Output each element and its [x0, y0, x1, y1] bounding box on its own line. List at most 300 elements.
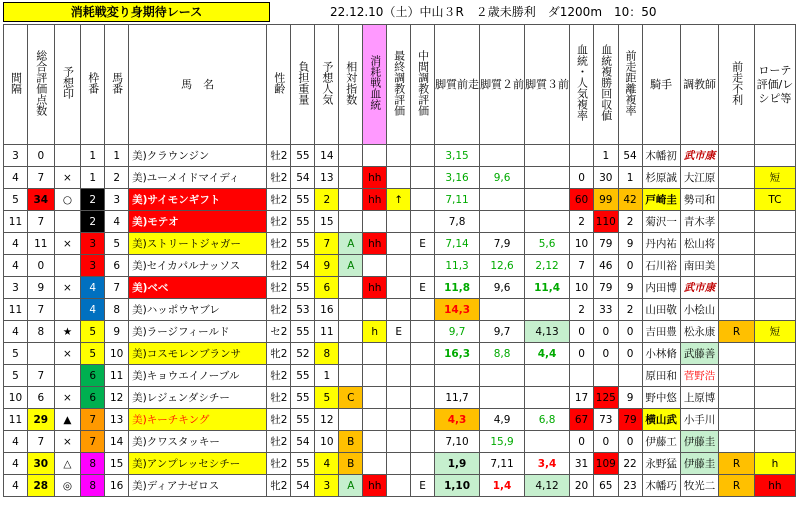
mid-training-cell — [411, 211, 435, 233]
style-prev3-cell — [525, 365, 570, 387]
waku-cell: 4 — [81, 277, 105, 299]
style-prev1-cell: 14,3 — [435, 299, 480, 321]
style-prev3-cell — [525, 167, 570, 189]
popularity-cell: 6 — [315, 277, 339, 299]
dist-rate-cell: 22 — [618, 453, 642, 475]
score-cell: 7 — [27, 365, 54, 387]
weight-cell: 55 — [291, 145, 315, 167]
sex-age-cell: 牡2 — [267, 189, 291, 211]
style-prev1-cell: 1,10 — [435, 475, 480, 497]
blood-value-cell: 30 — [594, 167, 619, 189]
popularity-cell: 13 — [315, 167, 339, 189]
furi-cell: R — [719, 453, 755, 475]
trainer-cell: 上原博 — [680, 387, 718, 409]
style-prev3-cell — [525, 189, 570, 211]
horse-name-cell: 美)ユーメイドマイディ — [129, 167, 267, 189]
waku-cell: 5 — [81, 321, 105, 343]
dist-rate-cell: 9 — [618, 387, 642, 409]
horse-name-cell: 美)レジェンダシチー — [129, 387, 267, 409]
style-prev3-cell — [525, 431, 570, 453]
dist-rate-cell: 79 — [618, 409, 642, 431]
sex-age-cell: 牡2 — [267, 409, 291, 431]
blood-rate-cell: 0 — [570, 321, 594, 343]
style-prev3-cell — [525, 145, 570, 167]
weight-cell: 54 — [291, 431, 315, 453]
style-prev2-cell — [480, 211, 525, 233]
final-training-cell — [387, 233, 411, 255]
blood-value-cell: 109 — [594, 453, 619, 475]
relative-index-cell: B — [339, 453, 363, 475]
style-prev2-cell — [480, 387, 525, 409]
rote-cell — [754, 387, 795, 409]
blood-value-cell — [594, 365, 619, 387]
score-cell: 0 — [27, 255, 54, 277]
blood-cell: hh — [363, 277, 387, 299]
sex-age-cell: 牡2 — [267, 145, 291, 167]
rote-cell — [754, 409, 795, 431]
final-training-cell — [387, 409, 411, 431]
sex-age-cell: 牝2 — [267, 343, 291, 365]
header-rel: 相対指数 — [339, 25, 363, 145]
dist-rate-cell: 0 — [618, 431, 642, 453]
final-training-cell: E — [387, 321, 411, 343]
jockey-cell: 石川裕 — [642, 255, 680, 277]
table-row — [4, 343, 796, 365]
jockey-cell: 菊沢一 — [642, 211, 680, 233]
furi-cell — [719, 277, 755, 299]
mark-cell: × — [54, 431, 81, 453]
dist-rate-cell: 1 — [618, 167, 642, 189]
table-row — [4, 409, 796, 431]
waku-cell: 5 — [81, 343, 105, 365]
blood-rate-cell: 17 — [570, 387, 594, 409]
waku-cell: 1 — [81, 145, 105, 167]
style-prev2-cell: 15,9 — [480, 431, 525, 453]
horse-number-cell: 4 — [105, 211, 129, 233]
header-blood-rate: 血統・人気複率 — [570, 25, 594, 145]
trainer-cell: 武藤善 — [680, 343, 718, 365]
table-row — [4, 321, 796, 343]
mark-cell: × — [54, 233, 81, 255]
horse-number-cell: 10 — [105, 343, 129, 365]
blood-rate-cell: 2 — [570, 299, 594, 321]
style-prev1-cell — [435, 365, 480, 387]
horse-name-cell: 美)キョウエイノーブル — [129, 365, 267, 387]
mid-training-cell — [411, 145, 435, 167]
score-cell: 0 — [27, 145, 54, 167]
relative-index-cell — [339, 343, 363, 365]
popularity-cell: 12 — [315, 409, 339, 431]
style-prev2-cell — [480, 145, 525, 167]
interval-cell: 11 — [4, 409, 28, 431]
furi-cell — [719, 145, 755, 167]
header-final: 最終調教評価 — [387, 25, 411, 145]
horse-name-cell: 美)キーチキング — [129, 409, 267, 431]
mid-training-cell — [411, 365, 435, 387]
blood-rate-cell: 7 — [570, 255, 594, 277]
popularity-cell: 5 — [315, 387, 339, 409]
trainer-cell: 青木孝 — [680, 211, 718, 233]
blood-rate-cell: 10 — [570, 233, 594, 255]
style-prev3-cell: 4,4 — [525, 343, 570, 365]
style-prev1-cell: 7,14 — [435, 233, 480, 255]
mark-cell — [54, 255, 81, 277]
style-prev3-cell — [525, 387, 570, 409]
score-cell: 30 — [27, 453, 54, 475]
waku-cell: 8 — [81, 453, 105, 475]
race-info: 22.12.10（土）中山３R ２歳未勝利 ダ1200m 10：50 — [330, 5, 657, 19]
blood-rate-cell: 0 — [570, 167, 594, 189]
furi-cell: R — [719, 475, 755, 497]
weight-cell: 52 — [291, 343, 315, 365]
blood-value-cell: 46 — [594, 255, 619, 277]
weight-cell: 55 — [291, 189, 315, 211]
final-training-cell — [387, 277, 411, 299]
weight-cell: 55 — [291, 365, 315, 387]
header-sex: 性齢 — [267, 25, 291, 145]
table-row — [4, 145, 796, 167]
jockey-cell: 木幡巧 — [642, 475, 680, 497]
furi-cell — [719, 387, 755, 409]
mid-training-cell — [411, 167, 435, 189]
blood-value-cell: 73 — [594, 409, 619, 431]
blood-value-cell: 0 — [594, 431, 619, 453]
popularity-cell: 15 — [315, 211, 339, 233]
score-cell: 29 — [27, 409, 54, 431]
score-cell: 7 — [27, 299, 54, 321]
jockey-cell: 吉田豊 — [642, 321, 680, 343]
blood-value-cell: 110 — [594, 211, 619, 233]
interval-cell: 10 — [4, 387, 28, 409]
score-cell: 9 — [27, 277, 54, 299]
blood-rate-cell: 10 — [570, 277, 594, 299]
header-style3: 脚質３前 — [525, 25, 570, 145]
mark-cell: × — [54, 277, 81, 299]
furi-cell — [719, 189, 755, 211]
style-prev1-cell: 16,3 — [435, 343, 480, 365]
blood-rate-cell: 31 — [570, 453, 594, 475]
header-mark: 予想印 — [54, 25, 81, 145]
sex-age-cell: 牡2 — [267, 255, 291, 277]
final-training-cell — [387, 167, 411, 189]
dist-rate-cell: 0 — [618, 343, 642, 365]
horse-number-cell: 11 — [105, 365, 129, 387]
style-prev2-cell: 8,8 — [480, 343, 525, 365]
weight-cell: 55 — [291, 233, 315, 255]
horse-name-cell: 美)サイモンギフト — [129, 189, 267, 211]
header-waku: 枠番 — [81, 25, 105, 145]
style-prev1-cell: 9,7 — [435, 321, 480, 343]
interval-cell: 4 — [4, 233, 28, 255]
sex-age-cell: 牡2 — [267, 277, 291, 299]
style-prev1-cell: 11,8 — [435, 277, 480, 299]
interval-cell: 11 — [4, 299, 28, 321]
blood-rate-cell: 0 — [570, 431, 594, 453]
relative-index-cell: A — [339, 475, 363, 497]
mid-training-cell — [411, 453, 435, 475]
trainer-cell: 牧光二 — [680, 475, 718, 497]
popularity-cell: 11 — [315, 321, 339, 343]
table-row — [4, 211, 796, 233]
sex-age-cell: 牡2 — [267, 233, 291, 255]
style-prev1-cell: 7,10 — [435, 431, 480, 453]
race-table — [3, 24, 796, 497]
furi-cell: R — [719, 321, 755, 343]
relative-index-cell: B — [339, 431, 363, 453]
horse-number-cell: 5 — [105, 233, 129, 255]
header-pop: 予想人気 — [315, 25, 339, 145]
score-cell: 34 — [27, 189, 54, 211]
final-training-cell — [387, 453, 411, 475]
mid-training-cell — [411, 409, 435, 431]
blood-value-cell: 65 — [594, 475, 619, 497]
relative-index-cell — [339, 321, 363, 343]
horse-number-cell: 1 — [105, 145, 129, 167]
furi-cell — [719, 431, 755, 453]
blood-cell: h — [363, 321, 387, 343]
blood-rate-cell — [570, 145, 594, 167]
horse-number-cell: 8 — [105, 299, 129, 321]
table-row — [4, 167, 796, 189]
waku-cell: 7 — [81, 409, 105, 431]
rote-cell: 短 — [754, 321, 795, 343]
style-prev3-cell — [525, 211, 570, 233]
jockey-cell: 杉原誠 — [642, 167, 680, 189]
waku-cell: 7 — [81, 431, 105, 453]
popularity-cell: 4 — [315, 453, 339, 475]
sex-age-cell: セ2 — [267, 321, 291, 343]
horse-number-cell: 16 — [105, 475, 129, 497]
sex-age-cell: 牡2 — [267, 387, 291, 409]
score-cell: 7 — [27, 211, 54, 233]
horse-name-cell: 美)ラージフィールド — [129, 321, 267, 343]
style-prev1-cell: 11,3 — [435, 255, 480, 277]
style-prev2-cell: 7,9 — [480, 233, 525, 255]
header-rote: ローテ評価/レシピ等 — [754, 25, 795, 145]
mid-training-cell — [411, 189, 435, 211]
blood-rate-cell: 2 — [570, 211, 594, 233]
popularity-cell: 8 — [315, 343, 339, 365]
weight-cell: 53 — [291, 299, 315, 321]
score-cell: 28 — [27, 475, 54, 497]
final-training-cell — [387, 365, 411, 387]
rote-cell: TC — [754, 189, 795, 211]
waku-cell: 3 — [81, 233, 105, 255]
mark-cell: × — [54, 343, 81, 365]
horse-number-cell: 12 — [105, 387, 129, 409]
mid-training-cell — [411, 299, 435, 321]
blood-value-cell: 1 — [594, 145, 619, 167]
table-row — [4, 475, 796, 497]
mid-training-cell — [411, 387, 435, 409]
rote-cell: 短 — [754, 167, 795, 189]
waku-cell: 6 — [81, 387, 105, 409]
relative-index-cell — [339, 365, 363, 387]
relative-index-cell — [339, 211, 363, 233]
score-cell: 7 — [27, 431, 54, 453]
style-prev2-cell: 9,6 — [480, 167, 525, 189]
style-prev2-cell: 7,11 — [480, 453, 525, 475]
furi-cell — [719, 365, 755, 387]
interval-cell: 3 — [4, 145, 28, 167]
mid-training-cell: E — [411, 475, 435, 497]
interval-cell: 4 — [4, 321, 28, 343]
rote-cell — [754, 255, 795, 277]
table-row — [4, 255, 796, 277]
sex-age-cell: 牡2 — [267, 211, 291, 233]
style-prev2-cell: 9,6 — [480, 277, 525, 299]
style-prev3-cell: 2,12 — [525, 255, 570, 277]
weight-cell: 54 — [291, 255, 315, 277]
mid-training-cell — [411, 321, 435, 343]
blood-value-cell: 0 — [594, 321, 619, 343]
interval-cell: 5 — [4, 365, 28, 387]
interval-cell: 4 — [4, 453, 28, 475]
mark-cell — [54, 299, 81, 321]
horse-name-cell: 美)ストリートジャガー — [129, 233, 267, 255]
rote-cell — [754, 299, 795, 321]
trainer-cell: 伊藤圭 — [680, 453, 718, 475]
style-prev3-cell: 6,8 — [525, 409, 570, 431]
header-dist-rate: 前走距離複率 — [618, 25, 642, 145]
mark-cell: ○ — [54, 189, 81, 211]
sex-age-cell: 牡2 — [267, 365, 291, 387]
relative-index-cell — [339, 409, 363, 431]
popularity-cell: 3 — [315, 475, 339, 497]
horse-number-cell: 7 — [105, 277, 129, 299]
interval-cell: 4 — [4, 475, 28, 497]
style-prev1-cell: 1,9 — [435, 453, 480, 475]
header-mid: 中間調教評価 — [411, 25, 435, 145]
header-weight: 負担重量 — [291, 25, 315, 145]
table-row — [4, 453, 796, 475]
trainer-cell: 南田美 — [680, 255, 718, 277]
jockey-cell: 内田博 — [642, 277, 680, 299]
blood-cell — [363, 145, 387, 167]
interval-cell: 11 — [4, 211, 28, 233]
header-jockey: 騎手 — [642, 25, 680, 145]
popularity-cell: 14 — [315, 145, 339, 167]
blood-cell: hh — [363, 189, 387, 211]
interval-cell: 3 — [4, 277, 28, 299]
sex-age-cell: 牡2 — [267, 299, 291, 321]
blood-value-cell: 33 — [594, 299, 619, 321]
popularity-cell: 16 — [315, 299, 339, 321]
furi-cell — [719, 299, 755, 321]
blood-rate-cell: 0 — [570, 343, 594, 365]
style-prev3-cell: 5,6 — [525, 233, 570, 255]
mark-cell: × — [54, 387, 81, 409]
style-prev2-cell: 4,9 — [480, 409, 525, 431]
weight-cell: 55 — [291, 277, 315, 299]
final-training-cell — [387, 431, 411, 453]
header-num: 馬番 — [105, 25, 129, 145]
furi-cell — [719, 211, 755, 233]
jockey-cell: 山田敬 — [642, 299, 680, 321]
mark-cell: △ — [54, 453, 81, 475]
jockey-cell: 戸崎圭 — [642, 189, 680, 211]
relative-index-cell — [339, 277, 363, 299]
dist-rate-cell: 23 — [618, 475, 642, 497]
horse-number-cell: 3 — [105, 189, 129, 211]
mark-cell — [54, 211, 81, 233]
mid-training-cell — [411, 431, 435, 453]
waku-cell: 1 — [81, 167, 105, 189]
style-prev3-cell: 11,4 — [525, 277, 570, 299]
sex-age-cell: 牡2 — [267, 431, 291, 453]
final-training-cell — [387, 343, 411, 365]
popularity-cell: 1 — [315, 365, 339, 387]
dist-rate-cell: 54 — [618, 145, 642, 167]
rote-cell — [754, 343, 795, 365]
weight-cell: 55 — [291, 321, 315, 343]
table-row — [4, 431, 796, 453]
blood-value-cell: 79 — [594, 233, 619, 255]
weight-cell: 55 — [291, 211, 315, 233]
trainer-cell: 大江原 — [680, 167, 718, 189]
trainer-cell: 松永康 — [680, 321, 718, 343]
mark-cell — [54, 365, 81, 387]
blood-cell — [363, 343, 387, 365]
horse-number-cell: 13 — [105, 409, 129, 431]
rote-cell: h — [754, 453, 795, 475]
blood-rate-cell: 20 — [570, 475, 594, 497]
jockey-cell: 野中悠 — [642, 387, 680, 409]
interval-cell: 5 — [4, 189, 28, 211]
horse-name-cell: 美)ディアナゼロス — [129, 475, 267, 497]
dist-rate-cell: 9 — [618, 233, 642, 255]
mark-cell: ★ — [54, 321, 81, 343]
jockey-cell: 永野猛 — [642, 453, 680, 475]
jockey-cell: 丹内祐 — [642, 233, 680, 255]
style-prev1-cell: 3,15 — [435, 145, 480, 167]
blood-cell: hh — [363, 233, 387, 255]
rote-cell — [754, 233, 795, 255]
table-row — [4, 277, 796, 299]
dist-rate-cell: 9 — [618, 277, 642, 299]
weight-cell: 55 — [291, 387, 315, 409]
interval-cell: 4 — [4, 255, 28, 277]
blood-value-cell: 99 — [594, 189, 619, 211]
mid-training-cell — [411, 255, 435, 277]
relative-index-cell: A — [339, 233, 363, 255]
sex-age-cell: 牝2 — [267, 475, 291, 497]
jockey-cell: 伊藤工 — [642, 431, 680, 453]
horse-name-cell: 美)クワスタッキー — [129, 431, 267, 453]
popularity-cell: 10 — [315, 431, 339, 453]
popularity-cell: 2 — [315, 189, 339, 211]
table-row — [4, 387, 796, 409]
trainer-cell: 武市康 — [680, 277, 718, 299]
blood-cell — [363, 211, 387, 233]
waku-cell: 2 — [81, 211, 105, 233]
mark-cell: ▲ — [54, 409, 81, 431]
relative-index-cell — [339, 189, 363, 211]
relative-index-cell: A — [339, 255, 363, 277]
weight-cell: 55 — [291, 453, 315, 475]
jockey-cell: 小林脩 — [642, 343, 680, 365]
score-cell: 6 — [27, 387, 54, 409]
dist-rate-cell: 42 — [618, 189, 642, 211]
horse-name-cell: 美)クラウンジン — [129, 145, 267, 167]
style-prev3-cell: 4,12 — [525, 475, 570, 497]
blood-value-cell: 0 — [594, 343, 619, 365]
blood-cell — [363, 299, 387, 321]
jockey-cell: 木幡初 — [642, 145, 680, 167]
dist-rate-cell: 0 — [618, 321, 642, 343]
style-prev1-cell: 3,16 — [435, 167, 480, 189]
final-training-cell — [387, 145, 411, 167]
